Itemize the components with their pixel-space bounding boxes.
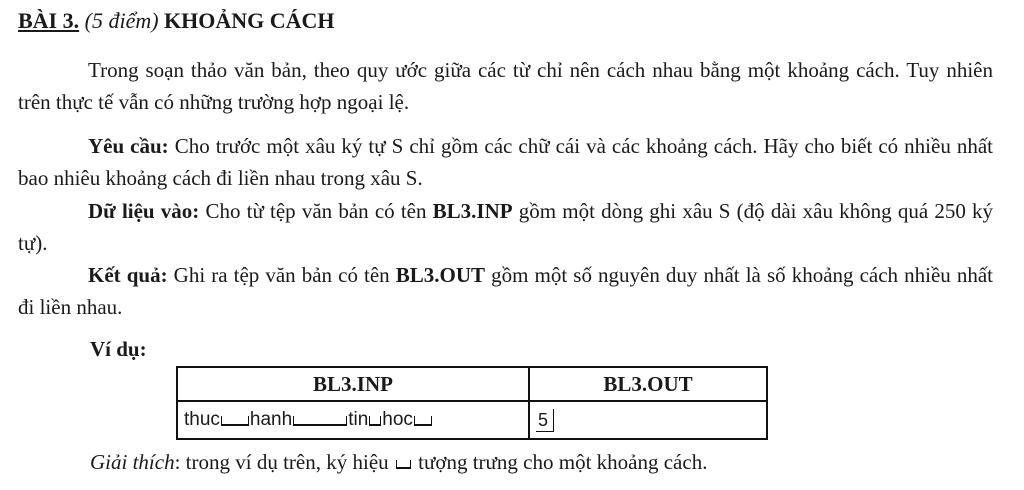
input-text-before: Cho từ tệp văn bản có tên xyxy=(199,199,433,223)
problem-title xyxy=(18,6,335,36)
input-paragraph xyxy=(18,195,993,259)
example-output-value: 5 xyxy=(536,409,554,432)
explanation-line xyxy=(90,446,707,478)
example-word: hoc xyxy=(382,409,413,430)
example-word: tin xyxy=(348,409,369,430)
example-word: thuc xyxy=(184,409,220,430)
output-text-before: Ghi ra tệp văn bản có tên xyxy=(167,263,396,287)
example-header-output: BL3.OUT xyxy=(529,367,767,401)
space-symbol-icon xyxy=(396,460,411,469)
input-text-after: gồm một dòng ghi xâu S (độ dài xâu không quá 250 ký tự). xyxy=(18,199,993,255)
requirement-label: Yêu cầu: xyxy=(88,134,169,158)
space-symbol xyxy=(414,416,432,426)
example-word: hanh xyxy=(249,409,293,430)
example-header-input: BL3.INP xyxy=(177,367,529,401)
explanation-colon: : xyxy=(174,450,181,474)
problem-points: (5 điểm) xyxy=(84,8,159,33)
example-label: Ví dụ: xyxy=(90,337,147,361)
explanation-after: tượng trưng cho một khoảng cách. xyxy=(412,450,708,474)
example-data-row xyxy=(177,401,767,439)
space-symbol xyxy=(221,416,249,426)
intro-text: Trong soạn thảo văn bản, theo quy ước giữa các từ chỉ nên cách nhau bằng một khoảng cách. Tuy nhiên trên thực tế vẫn có những trường hợp ngoại lệ. xyxy=(18,58,993,114)
output-text-after: gồm một số nguyên duy nhất là số khoảng cách nhiều nhất đi liền nhau. xyxy=(18,263,994,319)
problem-name: KHOẢNG CÁCH xyxy=(164,8,335,33)
explanation-lead: Giải thích xyxy=(90,450,175,474)
input-filename: BL3.INP xyxy=(432,199,513,223)
space-symbol xyxy=(293,416,347,426)
explanation-before: trong ví dụ trên, ký hiệu xyxy=(180,450,394,474)
input-label: Dữ liệu vào: xyxy=(88,199,200,223)
requirement-text: Cho trước một xâu ký tự S chỉ gồm các chữ cái và các khoảng cách. Hãy cho biết có nhiều nhất bao nhiêu khoảng cách đi liền nhau trong xâu S. xyxy=(18,134,993,190)
example-output-cell xyxy=(529,401,767,439)
example-table xyxy=(176,366,768,440)
example-header-row xyxy=(177,367,767,401)
problem-number: BÀI 3. xyxy=(18,8,80,33)
intro-paragraph xyxy=(18,54,993,118)
example-input-cell xyxy=(177,401,529,439)
requirement-paragraph xyxy=(18,130,993,194)
output-label: Kết quả: xyxy=(88,263,168,287)
output-filename: BL3.OUT xyxy=(395,263,486,287)
output-paragraph xyxy=(18,259,993,323)
space-symbol xyxy=(369,416,381,426)
